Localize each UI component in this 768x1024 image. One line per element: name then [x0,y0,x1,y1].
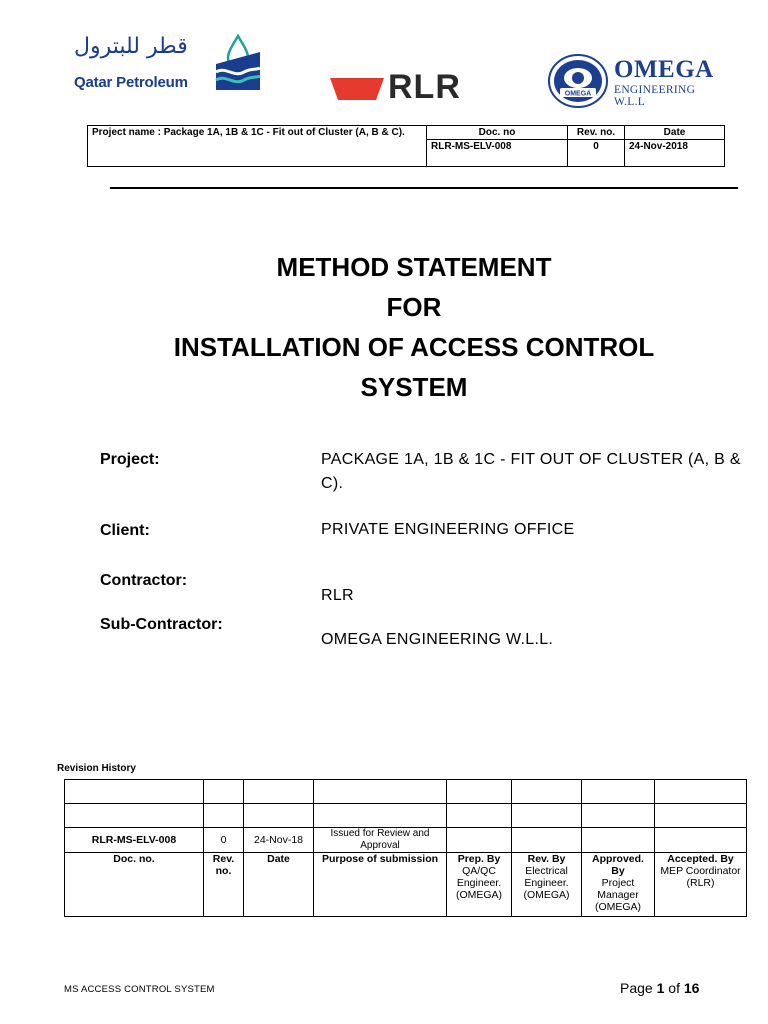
qatar-petroleum-emblem-icon [214,34,262,92]
client-label: Client: [100,522,150,539]
title-line-1: METHOD STATEMENT [276,252,552,282]
rev-no-value: 0 [568,140,625,167]
project-value: PACKAGE 1A, 1B & 1C - FIT OUT OF CLUSTER (A, B & C). [321,451,741,492]
rev-no-label: Rev. no. [568,126,625,140]
subcontractor-label: Sub-Contractor: [100,616,223,633]
doc-no-label: Doc. no [427,126,568,140]
header-rev-by: Rev. By [527,853,566,865]
footer-document-title: MS ACCESS CONTROL SYSTEM [64,984,215,995]
project-name-cell: Project name : Package 1A, 1B & 1C - Fit out of Cluster (A, B & C). [88,126,427,167]
total-pages: 16 [683,980,700,996]
title-line-4: SYSTEM [360,372,468,402]
subcontractor-value: OMEGA ENGINEERING W.L.L. [321,631,554,648]
header-divider [110,187,738,189]
revision-row [65,828,747,853]
of-word: of [668,980,680,996]
revision-doc-no: RLR-MS-ELV-008 [65,828,204,853]
header-accepted-by: Accepted. By [667,853,734,865]
project-label: Project: [100,451,160,468]
contractor-label: Contractor: [100,572,188,589]
client-value: PRIVATE ENGINEERING OFFICE [321,521,575,538]
header-rev-by-role: Electrical Engineer. (OMEGA) [523,865,570,901]
title-line-3: INSTALLATION OF ACCESS CONTROL [173,332,655,362]
header-accepted-by-cell [655,853,747,917]
page-number [620,980,699,996]
omega-logo [548,54,728,108]
header-date: Date [244,853,314,917]
omega-logo-subtitle: ENGINEERING W.L.L [614,84,696,108]
page-word: Page [620,980,653,996]
rlr-logo [330,70,470,106]
rlr-logo-text: RLR [388,68,461,106]
header-prep-by-role: QA/QC Engineer. (OMEGA) [455,865,503,901]
revision-empty-row [65,780,747,804]
omega-emblem-icon [548,54,608,108]
header-purpose: Purpose of submission [314,853,447,917]
qatar-petroleum-logo [72,34,264,96]
header-doc-no: Doc. no. [65,853,204,917]
revision-date: 24-Nov-18 [244,828,314,853]
contractor-value: RLR [321,587,354,604]
omega-logo-name: OMEGA [614,56,714,83]
current-page: 1 [656,980,665,996]
header-prep-by: Prep. By [457,853,501,865]
revision-rev: 0 [204,828,244,853]
header-accepted-by-role: MEP Coordinator (RLR) [660,865,741,889]
header-approved-by-role: Project Manager (OMEGA) [594,877,642,913]
header-approved-by: Approved. By [592,853,644,877]
header-rev-by-cell [512,853,582,917]
revision-purpose: Issued for Review and Approval [314,828,447,853]
revision-empty-row [65,804,747,828]
doc-no-value: RLR-MS-ELV-008 [427,140,568,167]
revision-history-table [64,779,747,917]
qatar-petroleum-arabic-name: قطر للبترول [74,34,188,59]
omega-badge-text: OMEGA [564,90,592,98]
header-prep-by-cell [447,853,512,917]
date-label: Date [625,126,725,140]
rlr-swoosh-icon [330,78,384,100]
header-approved-by-cell [582,853,655,917]
title-line-2: FOR [386,292,442,322]
revision-header-row [65,853,747,917]
qatar-petroleum-name: Qatar Petroleum [74,74,188,91]
revision-history-title: Revision History [57,763,136,774]
document-header-table [87,125,725,167]
date-value: 24-Nov-2018 [625,140,725,167]
header-rev: Rev. no. [204,853,244,917]
